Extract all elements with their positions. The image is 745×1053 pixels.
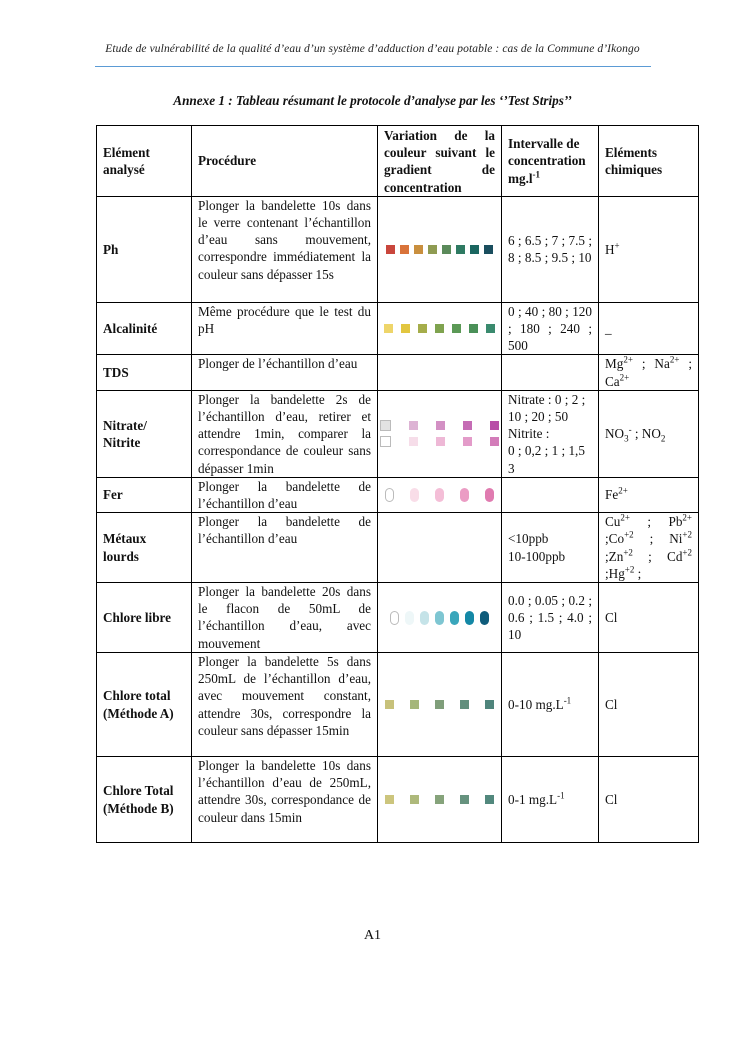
alcalinite-swatch <box>469 324 478 333</box>
chem-tds-text: Mg <box>605 356 624 372</box>
element-chlore-total-b: Chlore Total (Méthode B) <box>97 757 192 843</box>
range-chlore-libre: 0.0 ; 0.05 ; 0.2 ; 0.6 ; 1.5 ; 4.0 ; 10 <box>502 583 599 653</box>
range-ph: 6 ; 6.5 ; 7 ; 7.5 ; 8 ; 8.5 ; 9.5 ; 10 <box>502 196 599 302</box>
range-nitrate-line: Nitrite : <box>508 426 550 442</box>
chem-metaux-sup: +2 <box>682 530 692 541</box>
range-nitrate-line: 0 ; 0,2 ; 1 ; 1,5 <box>508 443 585 459</box>
fer-swatch <box>485 488 494 502</box>
range-nitrate-line: Nitrate : 0 ; 2 ; <box>508 391 586 407</box>
table-row-tds <box>97 355 699 390</box>
element-metaux: Métaux lourds <box>97 513 192 583</box>
ph-swatch <box>400 245 409 254</box>
table-row-nitrate <box>97 390 699 477</box>
alcalinite-swatch <box>486 324 495 333</box>
swatches-chlore-total-b <box>378 757 502 843</box>
chem-nitrate-a-sup: - <box>628 424 632 435</box>
header-rule <box>95 66 651 67</box>
chlore-total-b-swatch <box>435 795 444 804</box>
chlore-libre-swatch <box>420 611 429 625</box>
chem-chlore-total-b: Cl <box>599 757 699 843</box>
chlore-total-a-swatch <box>485 700 494 709</box>
col-header-intervalle <box>502 126 599 197</box>
swatches-metaux <box>378 513 502 583</box>
chem-tds <box>599 355 699 390</box>
range-chlore-total-a <box>502 653 599 757</box>
chem-nitrate <box>599 390 699 477</box>
chlore-total-b-swatch <box>385 795 394 804</box>
chem-metaux-text: ; <box>634 565 642 581</box>
col-header-intervalle-text: Intervalle de concentration mg.l <box>508 136 586 186</box>
ph-swatch <box>414 245 423 254</box>
nitrate-swatch <box>490 421 499 430</box>
swatches-nitrate <box>378 390 502 477</box>
ph-swatch <box>442 245 451 254</box>
chem-metaux-text: ; <box>605 531 609 547</box>
procedure-metaux: Plonger la bandelette de l’échantillon d’eau <box>192 513 378 583</box>
range-chlore-total-b-text: 0-1 mg.L <box>508 791 558 807</box>
running-header: Etude de vulnérabilité de la qualité d’eau d’un système d’adduction d’eau potable : cas de la Commune d’Ikongo <box>105 43 640 55</box>
table-row-ph <box>97 196 699 302</box>
chem-tds-text: ; Na <box>632 356 670 372</box>
table-caption: Annexe 1 : Tableau résumant le protocole d’analyse par les ‘’Test Strips’’ <box>173 93 572 108</box>
range-chlore-total-a-sup: -1 <box>563 695 572 706</box>
table-row-fer <box>97 477 699 512</box>
swatches-tds <box>378 355 502 390</box>
element-chlore-libre: Chlore libre <box>97 583 192 653</box>
ph-swatch <box>428 245 437 254</box>
procedure-alcalinite: Même procédure que le test du pH <box>192 302 378 355</box>
element-fer: Fer <box>97 477 192 512</box>
chem-metaux-sup: +2 <box>623 547 633 558</box>
nitrite-swatch <box>436 437 445 446</box>
range-nitrate-line: 3 <box>508 460 515 476</box>
chem-metaux-text: ; Cd <box>632 548 683 564</box>
nitrate-swatch <box>463 421 472 430</box>
range-alcalinite: 0 ; 40 ; 80 ; 120 ; 180 ; 240 ; 500 <box>502 302 599 355</box>
procedure-chlore-total-a: Plonger la bandelette 5s dans 250mL de l’échantillon d’eau, avec mouvement constant, attendre 30s, correspondre la couleur sans dépasser 15min <box>192 653 378 757</box>
chlore-total-a-swatch <box>410 700 419 709</box>
range-chlore-total-b-sup: -1 <box>557 790 565 801</box>
range-metaux-line: <10ppb <box>508 531 549 547</box>
nitrite-swatch <box>409 437 418 446</box>
col-header-procedure: Procédure <box>192 126 378 197</box>
range-fer <box>502 477 599 512</box>
chem-chlore-libre: Cl <box>599 583 699 653</box>
range-chlore-total-b <box>502 757 599 843</box>
chlore-total-a-swatch <box>460 700 469 709</box>
alcalinite-swatch <box>418 324 427 333</box>
chem-fer <box>599 477 699 512</box>
fer-swatch <box>435 488 444 502</box>
chlore-libre-swatch <box>480 611 489 625</box>
chem-metaux-text: ; <box>605 548 609 564</box>
chem-metaux-sup: 2+ <box>682 512 692 523</box>
ph-swatch <box>386 245 395 254</box>
chem-tds-sup: 2+ <box>623 355 633 366</box>
element-chlore-total-a: Chlore total (Méthode A) <box>97 653 192 757</box>
swatches-fer <box>378 477 502 512</box>
chem-metaux-text: Cu <box>605 514 621 530</box>
alcalinite-swatch <box>452 324 461 333</box>
nitrate-swatch <box>409 421 418 430</box>
protocol-table <box>96 125 699 843</box>
fer-swatch <box>460 488 469 502</box>
table-row-metaux <box>97 513 699 583</box>
chem-metaux-text: Co <box>608 531 625 547</box>
element-tds: TDS <box>97 355 192 390</box>
alcalinite-swatch <box>384 324 393 333</box>
range-metaux-line: 10-100ppb <box>508 548 566 564</box>
range-chlore-total-a-text: 0-10 mg.L <box>508 696 564 712</box>
chem-metaux-sup: +2 <box>624 564 635 575</box>
col-header-intervalle-sup: -1 <box>532 169 541 180</box>
swatches-chlore-total-a <box>378 653 502 757</box>
element-nitrate: Nitrate/ Nitrite <box>97 390 192 477</box>
range-nitrate <box>502 390 599 477</box>
col-header-element: Elément analysé <box>97 126 192 197</box>
table-row-chlore-total-a <box>97 653 699 757</box>
swatches-ph <box>378 196 502 302</box>
swatches-chlore-libre <box>378 583 502 653</box>
table-row-chlore-total-b <box>97 757 699 843</box>
page-number: A1 <box>363 928 382 943</box>
chem-metaux-sup: +2 <box>682 547 692 558</box>
chem-alcalinite: _ <box>599 302 699 355</box>
range-nitrate-line: 10 ; 20 ; 50 <box>508 409 569 425</box>
col-header-chimiques: Eléments chimiques <box>599 126 699 197</box>
chem-fer-text: Fe <box>605 487 619 503</box>
procedure-chlore-libre: Plonger la bandelette 20s dans le flacon de 50mL de l’échantillon d’eau, avec mouvement <box>192 583 378 653</box>
nitrite-swatch <box>463 437 472 446</box>
table-row-chlore-libre <box>97 583 699 653</box>
nitrate-swatch <box>436 421 445 430</box>
alcalinite-swatch <box>401 324 410 333</box>
procedure-nitrate: Plonger la bandelette 2s de l’échantillon d’eau, retirer et attendre 1min, comparer la correspondance de couleur sans dépasser 1min <box>192 390 378 477</box>
chlore-libre-swatch <box>465 611 474 625</box>
chem-metaux-text: ; Ni <box>633 531 683 547</box>
chem-metaux-text: ; Pb <box>629 514 683 530</box>
chlore-total-a-swatch <box>435 700 444 709</box>
col-header-variation: Variation de la couleur suivant le gradient de concentration <box>378 126 502 197</box>
procedure-tds: Plonger de l’échantillon d’eau <box>192 355 378 390</box>
chem-metaux-text: Hg <box>608 565 625 581</box>
chlore-libre-swatch <box>450 611 459 625</box>
nitrate-swatch <box>380 420 391 431</box>
chem-chlore-total-a: Cl <box>599 653 699 757</box>
range-metaux <box>502 513 599 583</box>
procedure-chlore-total-b: Plonger la bandelette 10s dans l’échantillon d’eau de 250mL, attendre 30s, correspondance de couleur dans 15min <box>192 757 378 843</box>
table-row-alcalinite <box>97 302 699 355</box>
chem-nitrate-b-sub: 2 <box>660 433 666 444</box>
element-alcalinite: Alcalinité <box>97 302 192 355</box>
nitrite-swatch <box>380 436 391 447</box>
chem-nitrate-b: ; NO <box>631 426 661 442</box>
procedure-ph: Plonger la bandelette 10s dans le verre contenant l’échantillon d’eau sans mouvement, correspondre immédiatement la couleur sans dépasser 15s <box>192 196 378 302</box>
ph-swatch <box>470 245 479 254</box>
ph-swatch <box>456 245 465 254</box>
chlore-libre-swatch <box>435 611 444 625</box>
chem-metaux-text: Zn <box>608 548 624 564</box>
chem-fer-sup: 2+ <box>618 486 628 497</box>
chlore-total-b-swatch <box>485 795 494 804</box>
alcalinite-swatch <box>435 324 444 333</box>
swatches-alcalinite <box>378 302 502 355</box>
chem-ph-text: H <box>605 241 615 257</box>
chem-tds-text: ; Ca <box>605 356 692 389</box>
table-header-row <box>97 126 699 197</box>
fer-swatch <box>385 488 394 502</box>
chem-metaux <box>599 513 699 583</box>
chem-tds-sup: 2+ <box>669 355 680 366</box>
chem-ph-sup: + <box>614 240 620 251</box>
chem-nitrate-a: NO <box>605 426 625 442</box>
chem-metaux-sup: 2+ <box>620 512 630 523</box>
chem-metaux-sup: +2 <box>624 530 634 541</box>
chem-ph <box>599 196 699 302</box>
chlore-total-b-swatch <box>460 795 469 804</box>
ph-swatch <box>484 245 493 254</box>
chlore-total-a-swatch <box>385 700 394 709</box>
procedure-fer: Plonger la bandelette de l’échantillon d’eau <box>192 477 378 512</box>
nitrite-swatch <box>490 437 499 446</box>
chlore-libre-swatch <box>390 611 399 625</box>
fer-swatch <box>410 488 419 502</box>
chem-tds-sup: 2+ <box>619 372 630 383</box>
element-ph: Ph <box>97 196 192 302</box>
range-tds <box>502 355 599 390</box>
chlore-libre-swatch <box>405 611 414 625</box>
chlore-total-b-swatch <box>410 795 419 804</box>
chem-nitrate-a-sub: 3 <box>624 433 629 444</box>
chem-metaux-text: ; <box>605 565 609 581</box>
